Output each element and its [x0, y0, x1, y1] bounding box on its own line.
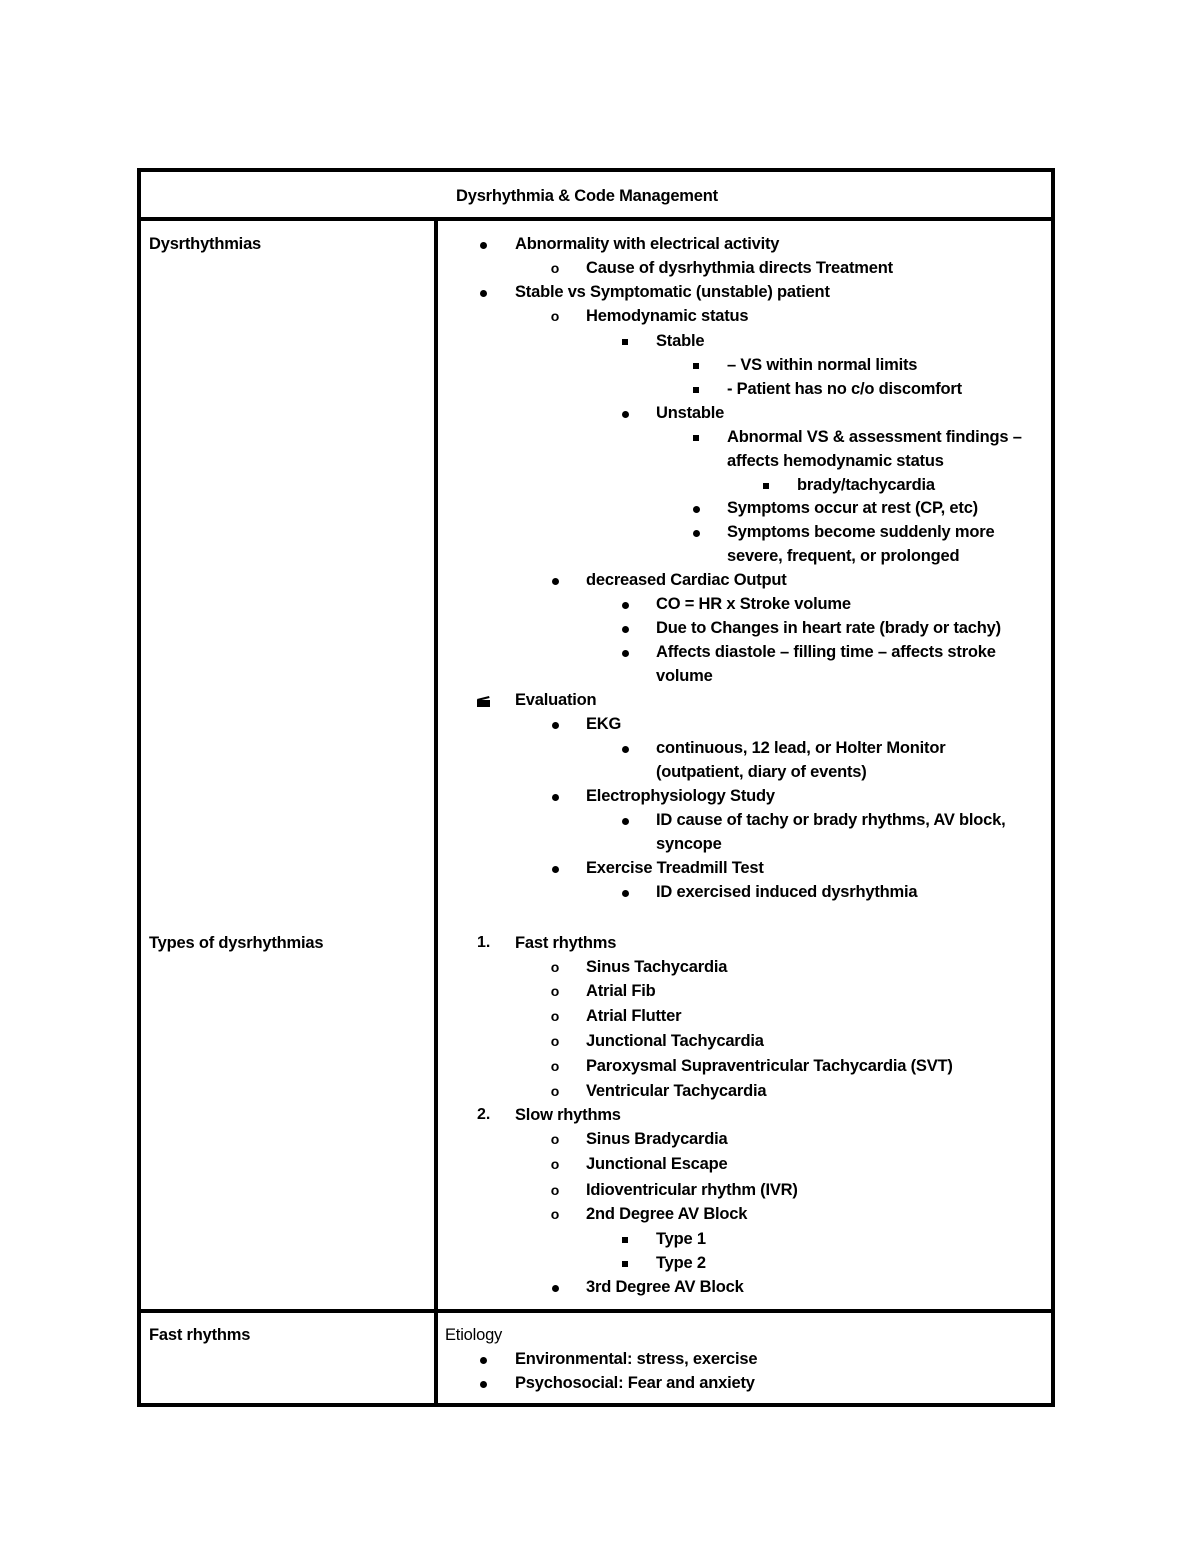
bullet-icon [473, 234, 493, 254]
bullet-icon [615, 403, 635, 423]
list-item: Abnormal VS & assessment findings – [727, 428, 1022, 446]
list-item: Junctional Escape [586, 1155, 728, 1173]
list-item: continuous, 12 lead, or Holter Monitor [656, 739, 946, 757]
list-item: Sinus Tachycardia [586, 958, 728, 976]
bullet-icon [545, 1277, 565, 1297]
list-item: 3rd Degree AV Block [586, 1278, 744, 1296]
list-number: 2. [477, 1106, 491, 1123]
list-number: 1. [477, 934, 491, 951]
bullet-icon [686, 522, 706, 542]
list-item: Junctional Tachycardia [586, 1032, 764, 1050]
circle-bullet-icon: o [550, 983, 560, 999]
list-item: Paroxysmal Supraventricular Tachycardia (SVT) [586, 1057, 953, 1075]
list-item: CO = HR x Stroke volume [656, 595, 851, 613]
circle-bullet-icon: o [550, 1156, 560, 1172]
list-item-continuation: (outpatient, diary of events) [656, 763, 867, 781]
bullet-icon [615, 738, 635, 758]
square-bullet-icon [615, 1229, 635, 1249]
bullet-icon [473, 282, 493, 302]
list-item: - Patient has no c/o discomfort [727, 380, 962, 398]
list-item: Stable [656, 332, 705, 350]
list-item-continuation: severe, frequent, or prolonged [727, 547, 960, 565]
circle-bullet-icon: o [550, 1083, 560, 1099]
list-item: EKG [586, 715, 622, 733]
list-item: Symptoms occur at rest (CP, etc) [727, 499, 978, 517]
row-label-types: Types of dysrhythmias [149, 934, 324, 952]
bullet-icon [545, 786, 565, 806]
row-label-fast-rhythms: Fast rhythms [149, 1326, 251, 1344]
column-divider [434, 221, 438, 1403]
list-item-continuation: affects hemodynamic status [727, 452, 944, 470]
list-item: brady/tachycardia [797, 476, 935, 494]
list-item: – VS within normal limits [727, 356, 918, 374]
circle-bullet-icon: o [550, 1131, 560, 1147]
list-item: Environmental: stress, exercise [515, 1350, 758, 1368]
circle-bullet-icon: o [550, 1206, 560, 1222]
list-item: decreased Cardiac Output [586, 571, 787, 589]
circle-bullet-icon: o [550, 308, 560, 324]
list-item: ID exercised induced dysrhythmia [656, 883, 918, 901]
list-item: Exercise Treadmill Test [586, 859, 764, 877]
etiology-label: Etiology [445, 1326, 503, 1344]
list-item: Slow rhythms [515, 1106, 621, 1124]
list-item: Abnormality with electrical activity [515, 235, 780, 253]
list-item: Symptoms become suddenly more [727, 523, 995, 541]
list-item: ID cause of tachy or brady rhythms, AV block, [656, 811, 1006, 829]
row-label-dysrhythmias: Dysrthythmias [149, 235, 262, 253]
square-bullet-icon [686, 379, 706, 399]
bullet-icon [545, 570, 565, 590]
list-item: Idioventricular rhythm (IVR) [586, 1181, 798, 1199]
list-item: Due to Changes in heart rate (brady or tachy) [656, 619, 1001, 637]
list-item: Fast rhythms [515, 934, 617, 952]
bullet-icon [615, 642, 635, 662]
circle-bullet-icon: o [550, 1008, 560, 1024]
bullet-icon [615, 882, 635, 902]
list-item: Hemodynamic status [586, 307, 749, 325]
list-item: Cause of dysrhythmia directs Treatment [586, 259, 893, 277]
circle-bullet-icon: o [550, 1033, 560, 1049]
table-title: Dysrhythmia & Code Management [456, 187, 718, 205]
square-bullet-icon [756, 475, 776, 495]
list-item: Ventricular Tachycardia [586, 1082, 767, 1100]
bullet-icon [473, 1349, 493, 1369]
list-item: 2nd Degree AV Block [586, 1205, 748, 1223]
square-bullet-icon [686, 427, 706, 447]
circle-bullet-icon: o [550, 1182, 560, 1198]
table-divider [141, 1309, 1051, 1313]
list-item: Type 2 [656, 1254, 706, 1272]
table-divider [141, 217, 1051, 221]
bullet-icon [545, 858, 565, 878]
list-item: Psychosocial: Fear and anxiety [515, 1374, 755, 1392]
list-item: Atrial Flutter [586, 1007, 682, 1025]
list-item: Unstable [656, 404, 725, 422]
circle-bullet-icon: o [550, 959, 560, 975]
square-bullet-icon [615, 331, 635, 351]
circle-bullet-icon: o [550, 260, 560, 276]
square-bullet-icon [686, 355, 706, 375]
clapperboard-icon [473, 690, 493, 710]
bullet-icon [545, 714, 565, 734]
list-item: Evaluation [515, 691, 597, 709]
list-item-continuation: syncope [656, 835, 722, 853]
bullet-icon [686, 498, 706, 518]
list-item: Sinus Bradycardia [586, 1130, 728, 1148]
bullet-icon [615, 810, 635, 830]
list-item: Stable vs Symptomatic (unstable) patient [515, 283, 830, 301]
list-item: Type 1 [656, 1230, 706, 1248]
square-bullet-icon [615, 1253, 635, 1273]
list-item: Affects diastole – filling time – affects stroke [656, 643, 996, 661]
bullet-icon [615, 594, 635, 614]
circle-bullet-icon: o [550, 1058, 560, 1074]
list-item-continuation: volume [656, 667, 713, 685]
list-item: Electrophysiology Study [586, 787, 775, 805]
bullet-icon [473, 1373, 493, 1393]
bullet-icon [615, 618, 635, 638]
list-item: Atrial Fib [586, 982, 656, 1000]
